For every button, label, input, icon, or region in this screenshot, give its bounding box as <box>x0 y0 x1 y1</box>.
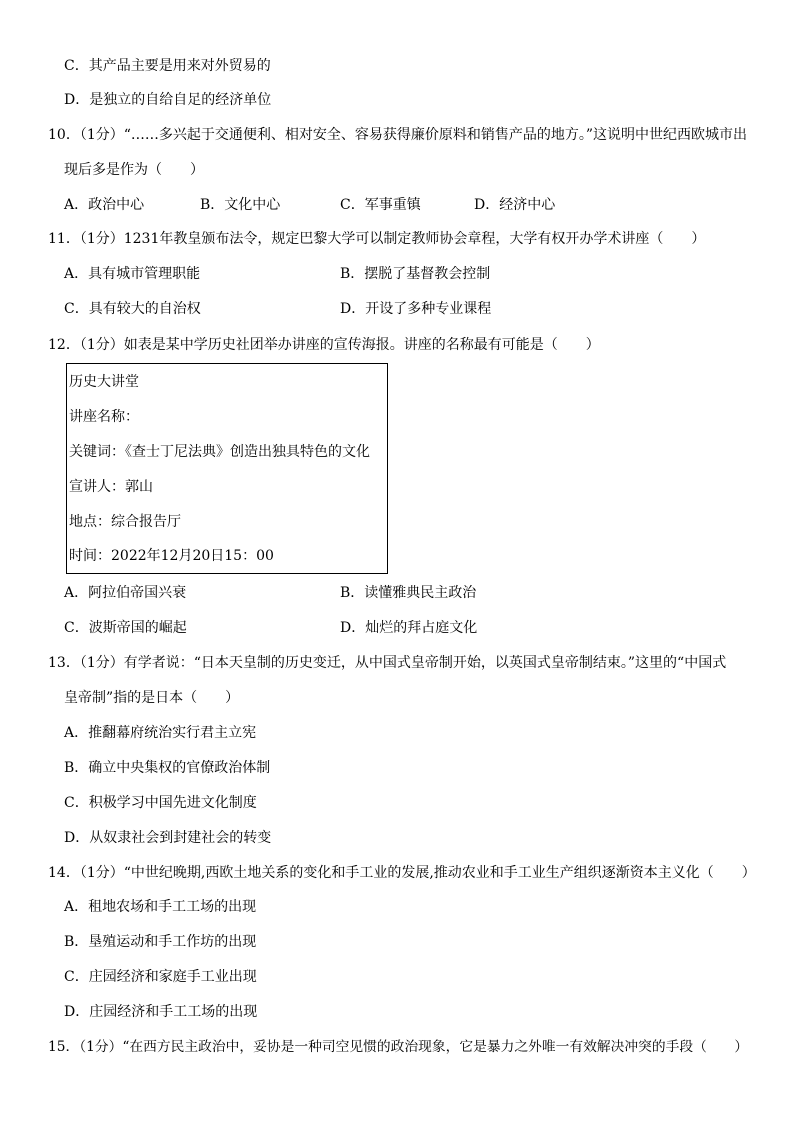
q12-option-d: D．灿烂的拜占庭文化 <box>340 620 478 636</box>
q13-option-a: A．推翻幕府统治实行君主立宪 <box>64 725 257 741</box>
q13-stem-line2: 皇帝制”指的是日本（ ） <box>64 690 240 706</box>
q12-option-b: B．读懂雅典民主政治 <box>340 585 477 601</box>
poster-time: 时间：2022年12月20日15：00 <box>69 548 274 564</box>
q9-option-d: D．是独立的自给自足的经济单位 <box>64 92 272 108</box>
q10-option-a: A．政治中心 <box>64 197 145 213</box>
poster-keywords: 关键词：《查士丁尼法典》创造出独具特色的文化 <box>69 444 370 460</box>
q15-stem: 15．（1分）“在西方民主政治中，妥协是一种司空见惯的政治现象，它是暴力之外唯一有效解决冲突的手段（ ） <box>48 1039 749 1055</box>
q10-stem-line1: 10．（1分）“……多兴起于交通便利、相对安全、容易获得廉价原料和销售产品的地方。”这说明中世纪西欧城市出 <box>48 127 748 143</box>
q13-option-b: B．确立中央集权的官僚政治体制 <box>64 760 271 776</box>
q14-option-a: A．租地农场和手工工场的出现 <box>64 899 257 915</box>
poster-title: 历史大讲堂 <box>69 374 139 390</box>
q13-option-d: D．从奴隶社会到封建社会的转变 <box>64 830 272 846</box>
q11-option-b: B．摆脱了基督教会控制 <box>340 266 491 282</box>
q12-stem: 12．（1分）如表是某中学历史社团举办讲座的宣传海报。讲座的名称最有可能是（ ） <box>48 337 600 353</box>
q10-option-b: B．文化中心 <box>200 197 281 213</box>
q14-option-d: D．庄园经济和手工工场的出现 <box>64 1004 258 1020</box>
poster-speaker: 宣讲人：郭山 <box>69 479 153 495</box>
q10-option-d: D．经济中心 <box>474 197 556 213</box>
q13-stem-line1: 13．（1分）有学者说：“日本天皇制的历史变迁，从中国式皇帝制开始，以英国式皇帝制结束。”这里的“中国式 <box>48 655 727 671</box>
q11-option-c: C．具有较大的自治权 <box>64 301 201 317</box>
q14-option-c: C．庄园经济和家庭手工业出现 <box>64 969 257 985</box>
q12-option-a: A．阿拉伯帝国兴衰 <box>64 585 187 601</box>
q11-stem: 11．（1分）1231年教皇颁布法令，规定巴黎大学可以制定教师协会章程，大学有权开办学术讲座（ ） <box>48 231 706 247</box>
q9-option-c: C．其产品主要是用来对外贸易的 <box>64 58 271 74</box>
q11-option-d: D．开设了多种专业课程 <box>340 301 492 317</box>
q11-option-a: A．具有城市管理职能 <box>64 266 201 282</box>
q14-stem: 14．（1分）“中世纪晚期,西欧土地关系的变化和手工业的发展,推动农业和手工业生产组织逐渐资本主义化（ ） <box>48 865 756 881</box>
q13-option-c: C．积极学习中国先进文化制度 <box>64 795 257 811</box>
lecture-poster <box>66 363 388 574</box>
q14-option-b: B．垦殖运动和手工作坊的出现 <box>64 934 257 950</box>
q12-option-c: C．波斯帝国的崛起 <box>64 620 187 636</box>
q10-option-c: C．军事重镇 <box>340 197 421 213</box>
poster-lecture-name: 讲座名称： <box>69 409 139 425</box>
q10-stem-line2: 现后多是作为（ ） <box>64 162 204 178</box>
poster-place: 地点：综合报告厅 <box>69 514 181 530</box>
